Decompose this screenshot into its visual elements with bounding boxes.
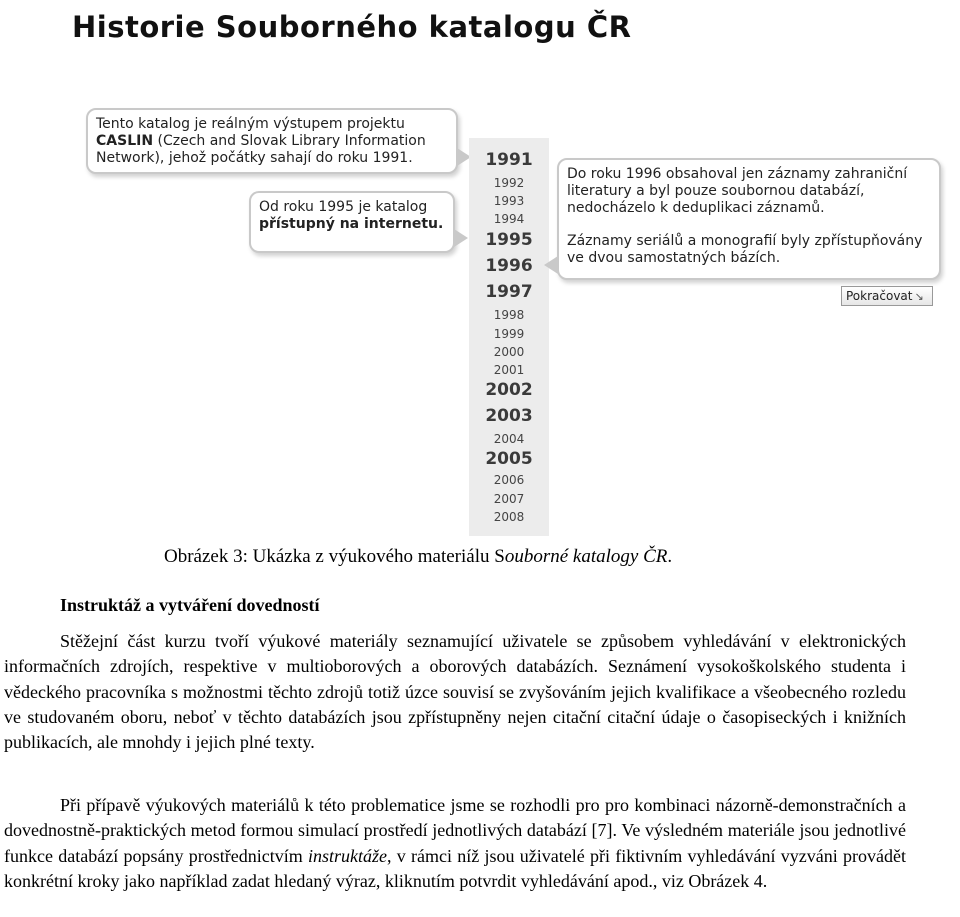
- callout-1996: [557, 158, 941, 280]
- paragraph-2: [4, 793, 906, 894]
- year-2004[interactable]: 2004: [493, 432, 525, 446]
- year-1997[interactable]: 1997: [485, 282, 533, 302]
- caption-prefix: Obrázek 3: Ukázka z výukového materiálu: [164, 546, 495, 567]
- year-1991[interactable]: 1991: [485, 150, 533, 170]
- year-1999[interactable]: 1999: [493, 327, 525, 341]
- paragraph-1: Stěžejní část kurzu tvoří výukové materiály seznamující uživatele se způsobem vyhledávání v elektronických informačních zdrojích, respektive v multioborových a oborových databázích. Seznámení vysokoškolského studenta i vědeckého pracovníka s možnostmi těchto zdrojů totiž úzce souvisí se zvyšováním jejich kvalifikace a všeobecného rozledu ve studovaném oboru, neboť v těchto databázích jsou zpřístupněny nejen citační citační údaje o časopiseckých i knižních publikacích, ale mnohdy i jejich plné texty.: [4, 631, 906, 753]
- callout-1995-line1: Od roku 1995 je katalog: [259, 199, 428, 215]
- callout-1995: [249, 191, 455, 253]
- continue-button[interactable]: [841, 286, 933, 306]
- continue-label: Pokračovat: [846, 289, 913, 303]
- year-2002[interactable]: 2002: [485, 380, 533, 400]
- year-2005[interactable]: 2005: [485, 449, 533, 469]
- caption-suffix: .: [667, 546, 673, 567]
- figure-image: [60, 0, 960, 540]
- callout-1995-line2: [259, 216, 445, 233]
- year-2008[interactable]: 2008: [493, 510, 525, 524]
- year-1995[interactable]: 1995: [485, 230, 533, 250]
- callout-1995-pointer: [454, 229, 468, 247]
- year-1996[interactable]: 1996: [485, 256, 533, 276]
- year-2001[interactable]: 2001: [493, 363, 525, 377]
- paragraph-2-before: Při přípavě výukových materiálů k této problematice jsme se rozhodli pro pro kombinaci názorně-demonstračních a dovednostně-praktických metod formou simulací prostředí jednotlivých databází [7]. Ve výsledném materiále jsou jednotlivé funkce databází popsány prostřednictvím: [4, 795, 906, 866]
- paragraph-2-after: , v rámci níž jsou uživatelé při fiktivním vyhledávání vyzváni provádět konkrétní kroky jako například zadat hledaný výraz, kliknutím potvrdit vyhledávání apod., viz Obrázek 4.: [4, 845, 906, 891]
- year-1992[interactable]: 1992: [493, 176, 525, 190]
- caption-s: S: [494, 546, 505, 567]
- callout-1991-line2-rest: (Czech and Slovak Library Information: [153, 133, 426, 149]
- callout-1996-text1: Do roku 1996 obsahoval jen záznamy zahraniční literatury a byl pouze soubornou databází, nedocházelo k deduplikaci záznamů.: [567, 166, 908, 216]
- figure-title: Historie Souborného katalogu ČR: [72, 10, 632, 44]
- year-2003[interactable]: 2003: [485, 406, 533, 426]
- callout-1996-pointer: [544, 256, 558, 274]
- callout-1991-line3: Network), jehož počátky sahají do roku 1991.: [96, 150, 413, 166]
- year-1998[interactable]: 1998: [493, 308, 525, 322]
- year-1994[interactable]: 1994: [493, 212, 525, 226]
- year-2007[interactable]: 2007: [493, 492, 525, 506]
- callout-1991-line2: [96, 133, 448, 150]
- year-2006[interactable]: 2006: [493, 473, 525, 487]
- callout-1996-text2: Záznamy seriálů a monografií byly zpřístupňovány ve dvou samostatných bázích.: [567, 233, 923, 266]
- year-2000[interactable]: 2000: [493, 345, 525, 359]
- year-timeline: [469, 138, 549, 536]
- callout-1991: [86, 108, 458, 174]
- section-heading: Instruktáž a vytváření dovedností: [60, 595, 320, 615]
- callout-1995-bold: přístupný na internetu.: [259, 216, 444, 232]
- caption-italic: ouborné katalogy ČR: [504, 546, 668, 567]
- caslin-label: CASLIN: [96, 133, 154, 149]
- callout-1991-line1: Tento katalog je reálným výstupem projektu: [96, 116, 405, 132]
- figure-caption: [164, 546, 672, 568]
- paragraph-2-italic: instruktáže: [307, 845, 387, 866]
- arrow-down-right-icon: ↘: [914, 290, 924, 303]
- year-1993[interactable]: 1993: [493, 194, 525, 208]
